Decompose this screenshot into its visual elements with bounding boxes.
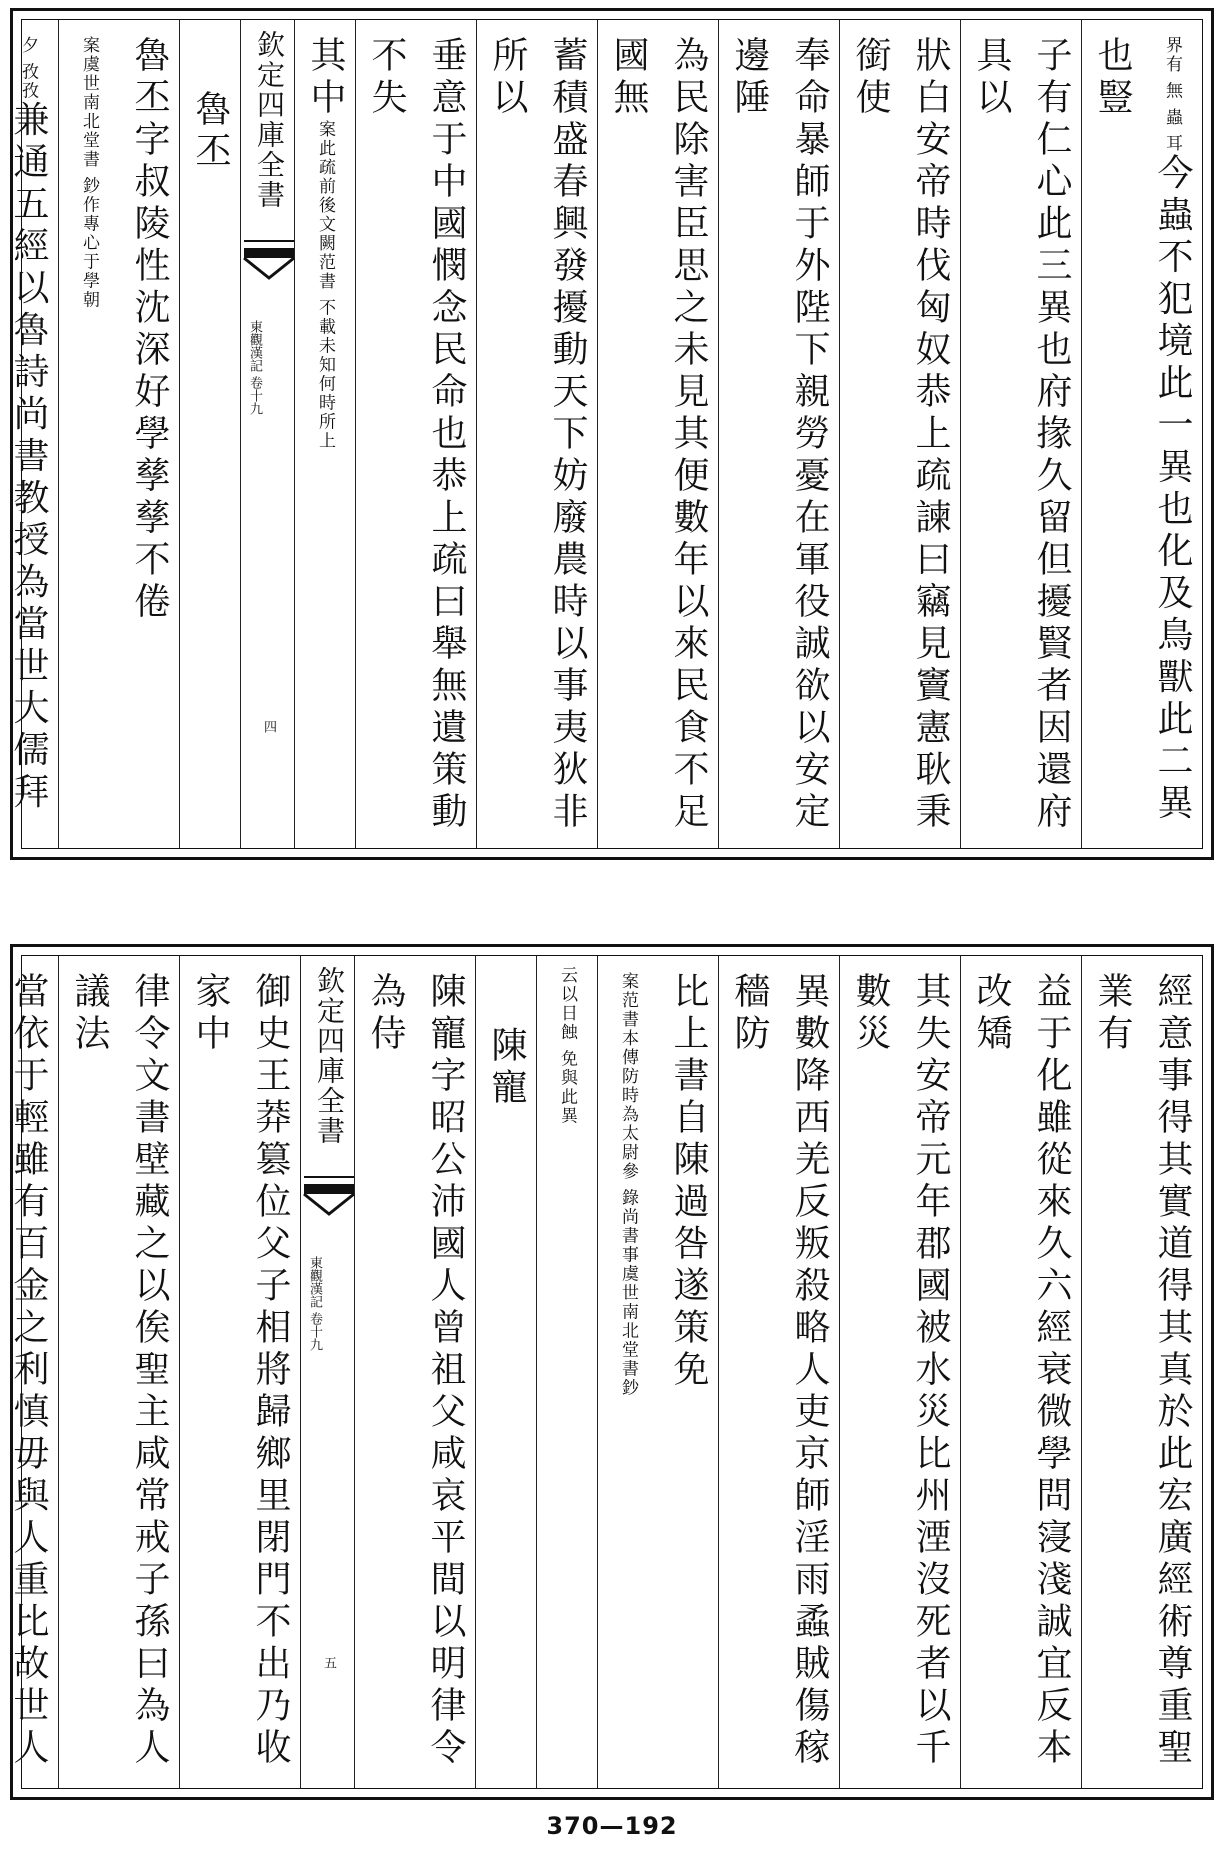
column-text: 益于化雖從來久六經衰微學問寖淺誠宜反本改矯 (971, 972, 1072, 1770)
page-top-columns (8, 20, 1202, 848)
annotation-column (536, 956, 597, 1788)
section-heading: 陳寵 (486, 1026, 527, 1110)
column-text: 律令文書壁藏之以俟聖主咸常戒子孫曰為人議法 (69, 972, 170, 1770)
page-top (10, 8, 1214, 860)
column-text: 御史王莽篡位父子相將歸鄉里閉門不出乃收家中 (190, 972, 291, 1770)
column-text: 比上書自陳過咎遂策免 (668, 972, 709, 1392)
text-column (58, 20, 179, 848)
center-band (300, 956, 354, 1788)
fishtail-ornament (241, 248, 294, 282)
column-text: 經意事得其實道得其真於此宏廣經術尊重聖業有 (1092, 972, 1193, 1770)
colophon-page-number: 370—192 (546, 1812, 678, 1840)
text-column (58, 956, 179, 1788)
annotation-note: 案虞世南北堂書 鈔作專心于學朝 (79, 36, 99, 310)
section-heading: 魯丕 (190, 90, 231, 174)
annotation-note: 界有 無 蟲 耳 (1162, 36, 1182, 154)
column-text: 蓄積盛春興發擾動天下妨廢農時以事夷狄非所以 (487, 36, 588, 834)
annotation-note: 案范書本傳防時為太尉參 錄尚書事虞世南北堂書鈔 (618, 972, 638, 1398)
leaf-number: 四 (261, 720, 276, 733)
text-column (597, 956, 718, 1788)
column-text: 奉命暴師于外陛下親勞憂在軍役誠欲以安定邊陲 (729, 36, 830, 834)
center-band (240, 20, 294, 848)
text-column (960, 956, 1081, 1788)
text-column (839, 20, 960, 848)
volume-label: 東觀漢記 卷十九 (307, 1256, 322, 1352)
leaf-number: 五 (321, 1656, 336, 1669)
text-column (355, 20, 476, 848)
section-heading-column (475, 956, 536, 1788)
text-column (718, 956, 839, 1788)
column-text: 當依于輕雖有百金之利慎毋與人重比故世人 (8, 972, 49, 1770)
column-text: 異數降西羌反叛殺略人吏京師淫雨蟊賊傷稼穡防 (729, 972, 830, 1770)
page-bottom (10, 944, 1214, 1800)
text-column (354, 956, 475, 1788)
text-column (0, 956, 58, 1788)
page-bottom-frame (8, 955, 1203, 1789)
section-heading-column (179, 20, 240, 848)
text-column (839, 956, 960, 1788)
column-text: 為民除害臣思之未見其便數年以來民食不足國無 (608, 36, 709, 834)
text-column (597, 20, 718, 848)
annotation-note: 夕 孜孜 (18, 36, 38, 101)
page-bottom-columns (8, 956, 1202, 1788)
column-text: 其中 (305, 36, 346, 120)
column-text: 今蟲不犯境此一異也化及鳥獸此二異也豎 (1092, 36, 1193, 826)
column-text: 子有仁心此三異也府掾久留但擾賢者因還府具以 (971, 36, 1072, 834)
page-top-frame (8, 19, 1203, 849)
column-text: 魯丕字叔陵性沈深好學孳孳不倦 (129, 36, 170, 624)
book-title: 欽定四庫全書 (244, 20, 294, 242)
text-column (1081, 956, 1202, 1788)
text-column (1081, 20, 1202, 848)
text-column (476, 20, 597, 848)
column-text: 垂意于中國憫念民命也恭上疏曰舉無遺策動不失 (366, 36, 467, 834)
column-text: 狀白安帝時伐匈奴恭上疏諫曰竊見竇憲耿秉銜使 (850, 36, 951, 834)
text-column (960, 20, 1081, 848)
text-column (0, 20, 58, 848)
text-column (718, 20, 839, 848)
column-text: 陳寵字昭公沛國人曾祖父咸哀平間以明律令為侍 (365, 972, 466, 1770)
volume-label: 東觀漢記 卷十九 (247, 320, 262, 416)
fishtail-ornament (301, 1184, 354, 1218)
text-column (179, 956, 300, 1788)
annotation-note: 案此疏前後文闕范書 不載未知何時所上 (315, 120, 335, 451)
book-title: 欽定四庫全書 (304, 956, 354, 1178)
text-column (294, 20, 355, 848)
annotation-note: 云以日蝕 免與此異 (557, 966, 577, 1126)
column-text: 其失安帝元年郡國被水災比州湮沒死者以千數災 (850, 972, 951, 1770)
column-text: 兼通五經以魯詩尚書教授為當世大儒拜 (8, 100, 49, 815)
